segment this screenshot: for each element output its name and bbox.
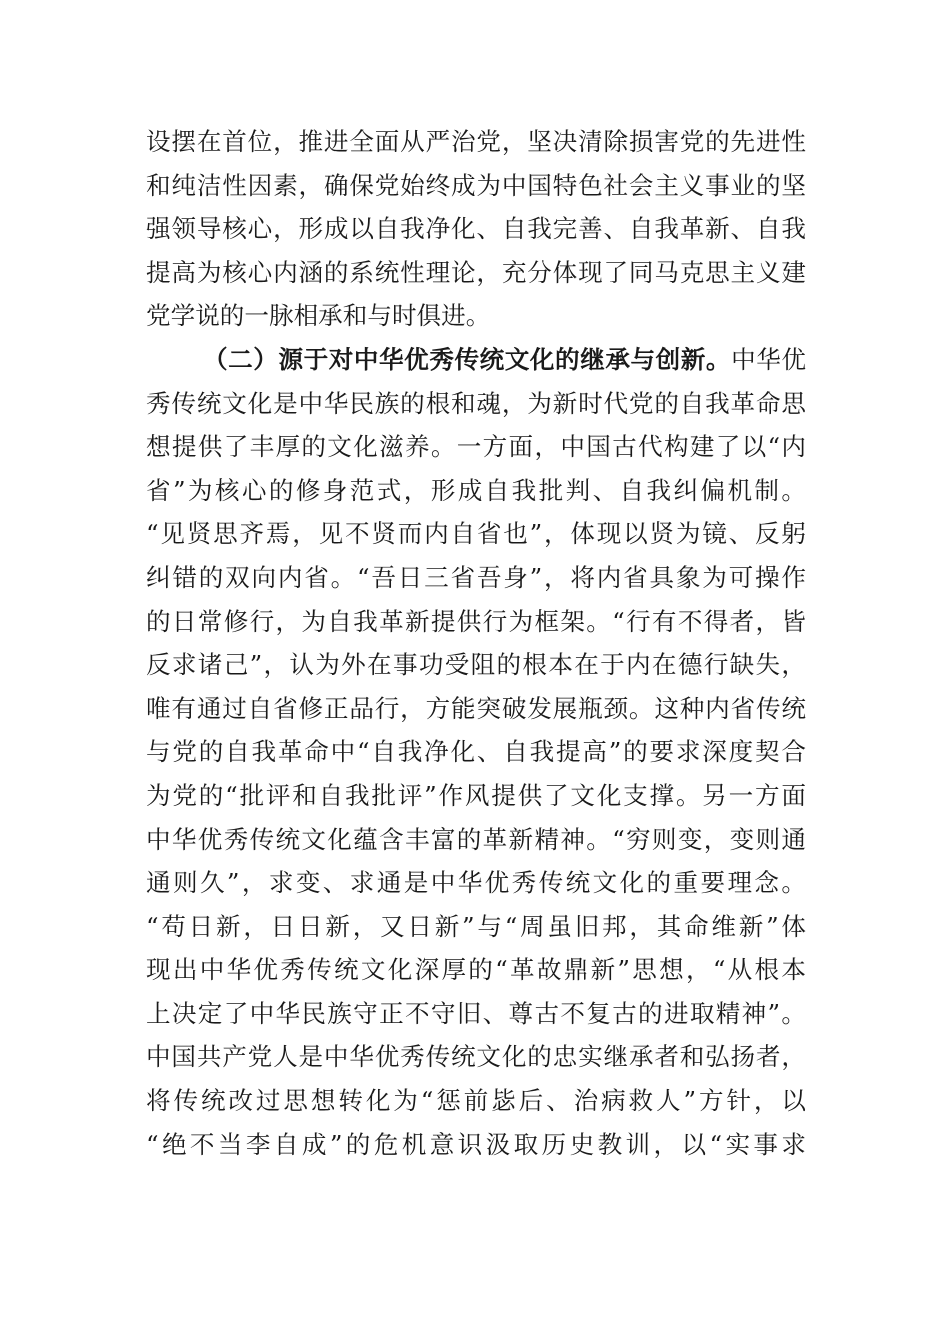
paragraph-2-first-line bbox=[146, 338, 806, 382]
paragraph-2-line: 为党的“批评和自我批评”作风提供了文化支撑。另一方面 bbox=[146, 780, 806, 810]
paragraph-1-line: 强领导核心，形成以自我净化、自我完善、自我革新、自我 bbox=[146, 214, 806, 244]
paragraph-2-line: “绝不当李自成”的危机意识汲取历史教训，以“实事求 bbox=[146, 1129, 806, 1159]
paragraph-2-line: 与党的自我革命中“自我净化、自我提高”的要求深度契合 bbox=[146, 737, 806, 767]
paragraph-2-line: 唯有通过自省修正品行，方能突破发展瓶颈。这种内省传统 bbox=[146, 693, 806, 723]
section-heading: （二）源于对中华优秀传统文化的继承与创新。 bbox=[203, 344, 732, 374]
paragraph-2-line: 中国共产党人是中华优秀传统文化的忠实继承者和弘扬者， bbox=[146, 1042, 806, 1072]
paragraph-2-first-line-rest: 中华优 bbox=[731, 344, 806, 374]
paragraph-1-line: 设摆在首位，推进全面从严治党，坚决清除损害党的先进性 bbox=[146, 127, 806, 156]
paragraph-2-line: 现出中华优秀传统文化深厚的“革故鼎新”思想，“从根本 bbox=[146, 955, 806, 985]
paragraph-2-line: “见贤思齐焉，见不贤而内自省也”，体现以贤为镜、反躬 bbox=[146, 519, 806, 549]
paragraph-2-line: 将传统改过思想转化为“惩前毖后、治病救人”方针，以 bbox=[146, 1086, 806, 1116]
paragraph-1-line: 和纯洁性因素，确保党始终成为中国特色社会主义事业的坚 bbox=[146, 170, 806, 200]
paragraph-2-line: 省”为核心的修身范式，形成自我批判、自我纠偏机制。 bbox=[146, 475, 806, 505]
paragraph-2-line: 上决定了中华民族守正不守旧、尊古不复古的进取精神”。 bbox=[146, 998, 806, 1028]
paragraph-1-line: 提高为核心内涵的系统性理论，充分体现了同马克思主义建 bbox=[146, 257, 806, 287]
paragraph-2-line: 想提供了丰厚的文化滋养。一方面，中国古代构建了以“内 bbox=[146, 432, 806, 462]
paragraph-2-line: 通则久”，求变、求通是中华优秀传统文化的重要理念。 bbox=[146, 868, 806, 898]
paragraph-2-line: 反求诸己”，认为外在事功受阻的根本在于内在德行缺失， bbox=[146, 650, 806, 680]
paragraph-2-line: 纠错的双向内省。“吾日三省吾身”，将内省具象为可操作 bbox=[146, 562, 806, 592]
paragraph-1-line: 党学说的一脉相承和与时俱进。 bbox=[146, 301, 491, 331]
body-text bbox=[146, 120, 806, 1166]
paragraph-2-line: 的日常修行，为自我革新提供行为框架。“行有不得者，皆 bbox=[146, 606, 806, 636]
paragraph-2-line: “苟日新，日日新，又日新”与“周虽旧邦，其命维新”体 bbox=[146, 911, 806, 941]
paragraph-2-line: 秀传统文化是中华民族的根和魂，为新时代党的自我革命思 bbox=[146, 388, 806, 418]
paragraph-2-line: 中华优秀传统文化蕴含丰富的革新精神。“穷则变，变则通 bbox=[146, 824, 806, 854]
